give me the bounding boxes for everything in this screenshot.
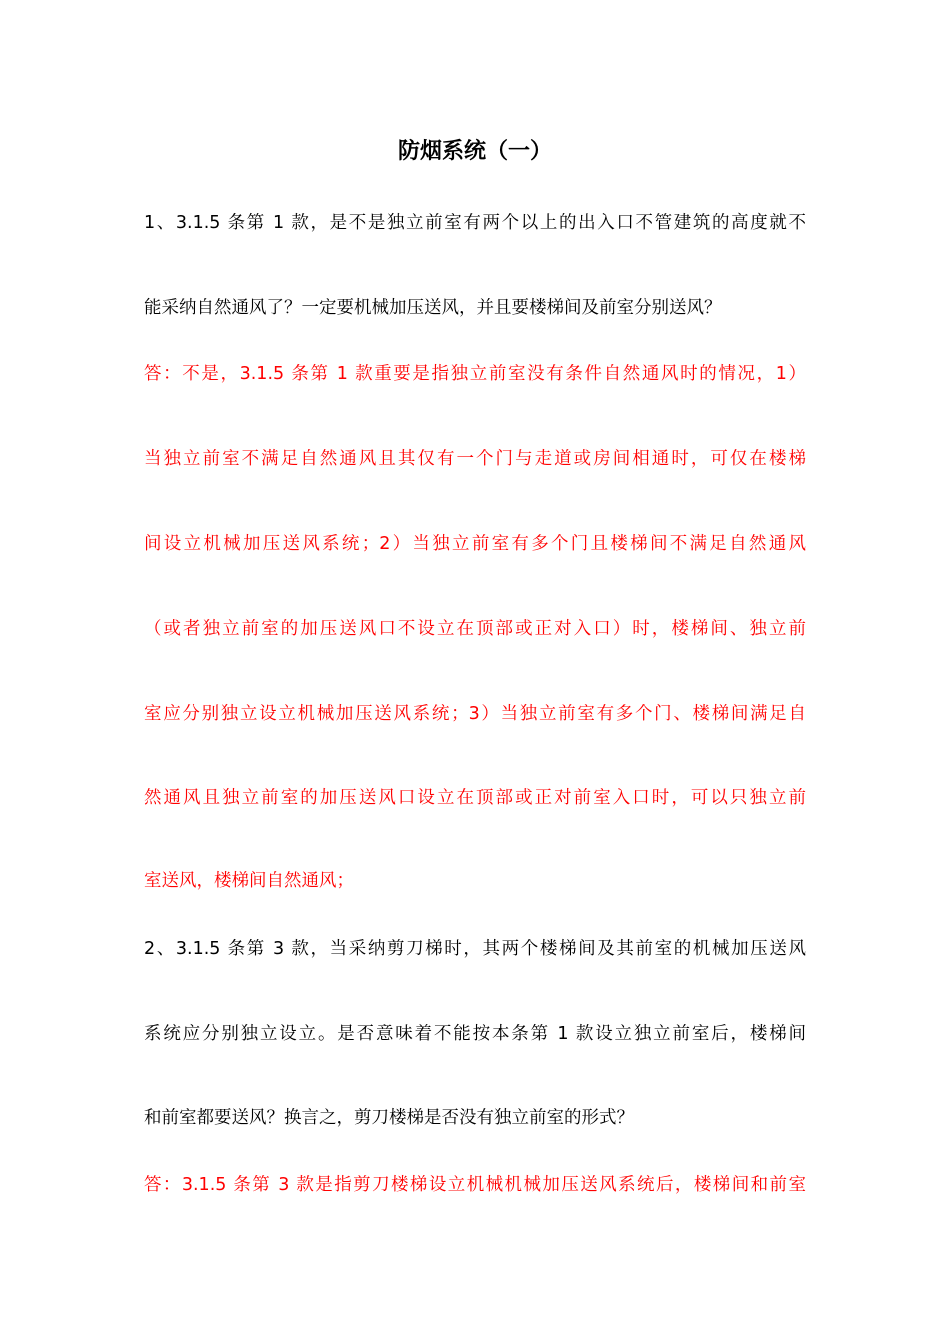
answer-2-line-1: 答：3.1.5 条第 3 款是指剪刀楼梯设立机械机械加压送风系统后，楼梯间和前室 [144,1175,806,1195]
question-1-line-2: 能采纳自然通风了？一定要机械加压送风，并且要楼梯间及前室分别送风？ [144,298,722,318]
question-1-line-1: 1、3.1.5 条第 1 款，是不是独立前室有两个以上的出入口不管建筑的高度就不 [144,213,806,233]
answer-1-line-2: 当独立前室不满足自然通风且其仅有一个门与走道或房间相通时，可仅在楼梯 [144,449,806,469]
answer-1-line-1: 答：不是，3.1.5 条第 1 款重要是指独立前室没有条件自然通风时的情况，1） [144,364,806,384]
answer-1-line-4: （或者独立前室的加压送风口不设立在顶部或正对入口）时，楼梯间、独立前 [144,619,806,639]
question-2-line-1: 2、3.1.5 条第 3 款，当采纳剪刀梯时，其两个楼梯间及其前室的机械加压送风 [144,939,806,959]
document-title: 防烟系统（一） [397,139,552,164]
answer-1-line-6: 然通风且独立前室的加压送风口设立在顶部或正对前室入口时，可以只独立前 [144,788,806,808]
answer-1-line-5: 室应分别独立设立机械加压送风系统；3）当独立前室有多个门、楼梯间满足自 [144,704,806,724]
question-2-line-3: 和前室都要送风？换言之，剪刀楼梯是否没有独立前室的形式？ [144,1108,634,1128]
question-2-line-2: 系统应分别独立设立。是否意味着不能按本条第 1 款设立独立前室后，楼梯间 [144,1024,806,1044]
answer-1-line-7: 室送风，楼梯间自然通风； [144,871,354,891]
answer-1-line-3: 间设立机械加压送风系统；2）当独立前室有多个门且楼梯间不满足自然通风 [144,534,806,554]
